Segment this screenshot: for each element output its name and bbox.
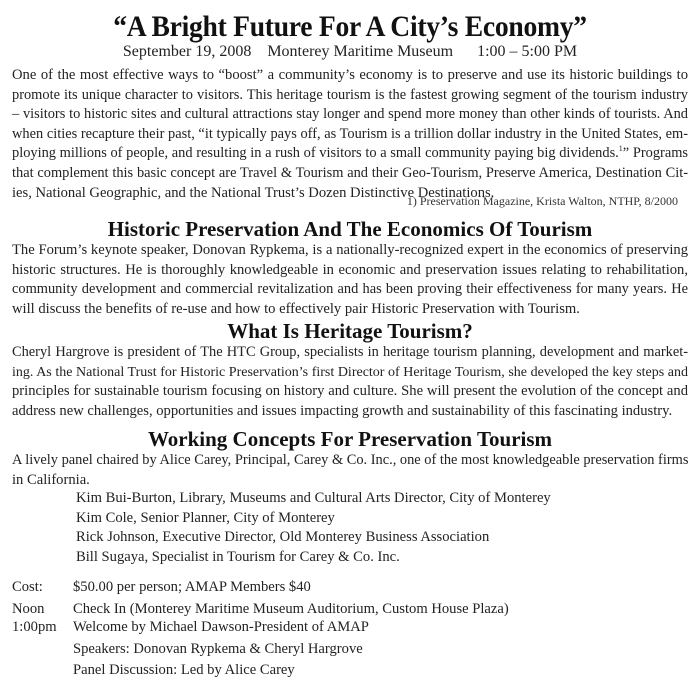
keynote-paragraph — [12, 241, 688, 319]
section-heading: Historic Preservation And The Economics Of Tourism — [107, 217, 593, 241]
panelist: Bill Sugaya, Specialist in Tourism for Carey & Co. Inc. — [76, 548, 400, 565]
heritage-paragraph — [12, 343, 688, 421]
text-line-tail: ” Programs — [622, 145, 688, 162]
event-venue: Monterey Maritime Museum — [267, 43, 454, 60]
schedule-value: Speakers: Donovan Rypkema & Cheryl Hargrove — [73, 641, 363, 657]
schedule-value: Welcome by Michael Dawson-President of AMAP — [73, 619, 369, 635]
text-line: will discuss the benefits of re-use and how to effectively pair Historic Preservation with Tourism. — [12, 300, 580, 317]
panelist: Kim Bui-Burton, Library, Museums and Cultural Arts Director, City of Monterey — [76, 490, 551, 506]
text-line: One of the most effective ways to “boost” a community’s economy is to preserve and use its historic buildings to — [12, 67, 688, 83]
text-line: when cities recapture their past, “it typically pays off, as Tourism is a trillion dollar industry in the United States, em- — [12, 125, 688, 142]
page-title: “A Bright Future For A City’s Economy” — [113, 10, 587, 43]
text-line-body: ploying millions of people, and resulting in a rush of visitors to a small community paying big dividends. — [12, 145, 619, 162]
section-heading: What Is Heritage Tourism? — [227, 319, 473, 343]
panel-paragraph — [12, 451, 688, 490]
footnote-marker: 1 — [618, 144, 623, 154]
schedule-value: Check In (Monterey Maritime Museum Auditorium, Custom House Plaza) — [73, 601, 509, 617]
text-line: The Forum’s keynote speaker, Donovan Rypkema, is a nationally-recognized expert in the economics of preserving — [12, 242, 688, 258]
panelist: Kim Cole, Senior Planner, City of Monterey — [76, 509, 335, 526]
schedule-label: Cost: — [12, 579, 43, 595]
panelist: Rick Johnson, Executive Director, Old Monterey Business Association — [76, 529, 490, 546]
text-line: community development and commercial revitalization and has been proving their effectiveness for many years. He — [12, 281, 688, 298]
text-line: principles for sustainable tourism focusing on history and culture. She will present the evolution of the concept and — [12, 383, 688, 400]
text-line: ing. As the National Trust for Historic Preservation’s first Director of Heritage Tourism, she developed the key steps and — [12, 364, 688, 380]
text-line: historic structures. He is thoroughly knowledgeable in economic and preservation issues relating to rehabilitation, — [12, 261, 688, 278]
text-line: – visitors to historic sites and cultural attractions stay longer and spend more money than other kinds of tourists. And — [12, 106, 688, 123]
text-line: Cheryl Hargrove is president of The HTC Group, specialists in heritage tourism planning, development and market- — [12, 344, 688, 360]
intro-paragraph — [12, 66, 688, 203]
text-line: that complement this basic concept are Travel & Tourism and their Geo-Tourism, Preserve America, Destination Cit- — [12, 164, 688, 181]
text-line: in California. — [12, 471, 90, 488]
event-date: September 19, 2008 — [122, 43, 252, 60]
text-line — [12, 144, 688, 164]
text-line: A lively panel chaired by Alice Carey, Principal, Carey & Co. Inc., one of the most knowledgeable preservation firms — [12, 452, 689, 468]
footnote: 1) Preservation Magazine, Krista Walton, NTHP, 8/2000 — [406, 194, 678, 208]
schedule-value: Panel Discussion: Led by Alice Carey — [73, 662, 295, 678]
event-info — [0, 42, 700, 62]
text-line: promote its unique character to visitors. This heritage tourism is the fastest growing segment of the tourism industry — [12, 86, 688, 103]
event-time: 1:00 – 5:00 PM — [477, 43, 578, 60]
schedule-label: Noon — [12, 601, 45, 617]
text-line: address new challenges, opportunities and issues impacting growth and sustainability of this fascinating industry. — [12, 402, 673, 419]
schedule-value: $50.00 per person; AMAP Members $40 — [73, 579, 311, 595]
schedule-label: 1:00pm — [12, 619, 57, 635]
text-line: ies, National Geographic, and the National Trust’s Dozen Distinctive Destinations. — [12, 184, 495, 201]
panelist-list — [76, 489, 551, 567]
section-heading: Working Concepts For Preservation Tourism — [147, 427, 553, 451]
